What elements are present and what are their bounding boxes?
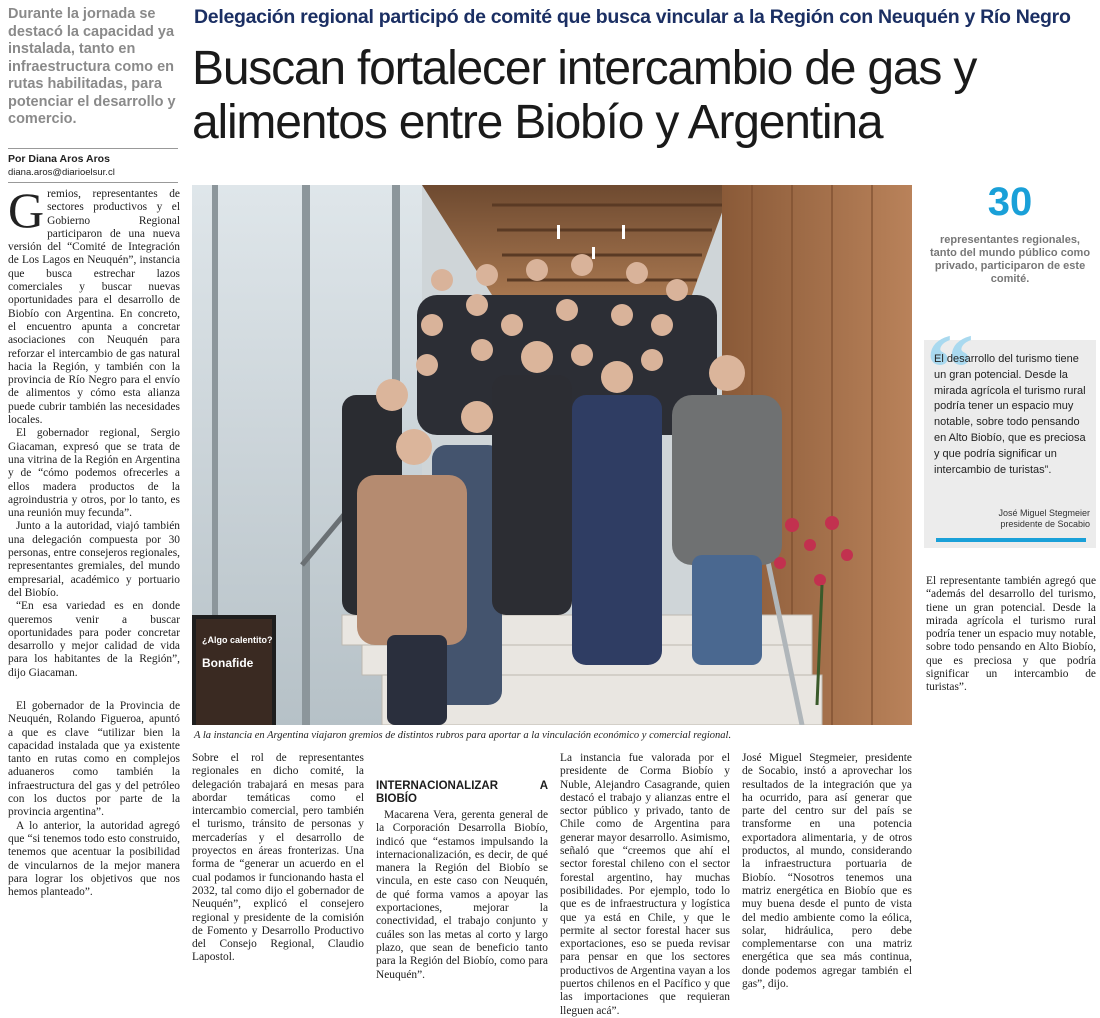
body-column-3 xyxy=(376,752,548,982)
paragraph-7: Sobre el rol de representantes regionales en dicho comité, la delegación trabajará en mesas para abordar temáticas como el intercambio comercial, pero también el turismo, tránsito de personas y mercaderías y el desarrollo de proyectos en áreas fronterizas. Una forma de “generar un acuerdo en el cual podamos ir funcionando hasta el 2032, tal como dijo el gobernador de Neuquén”, explicó el consejero regional y presidente de la comisión de Fomento y Desarrollo Productivo del Consejo Regional, Claudio Lapostol. xyxy=(192,752,364,964)
paragraph-11: El representante también agregó que “además del desarrollo del turismo, tiene un gran potencial. Desde la mirada agrícola el turismo rural podría tener un espacio muy notable, sobre todo pensando en Alto Biobío, que es preciosa y que podría significar un intercambio de turistas”. xyxy=(926,575,1096,694)
stat-description: representantes regionales, tanto del mundo público como privado, participaron de este comité. xyxy=(929,234,1091,285)
quote-mark-icon: “ xyxy=(926,314,974,421)
paragraph-3: Junto a la autoridad, viajó también una delegación compuesta por 30 personas, entre consejeros regionales, representantes gremiales, del mundo empresarial, académico y portuario del Biobío. xyxy=(8,520,180,599)
body-column-6 xyxy=(926,575,1096,695)
kicker-headline: Delegación regional participó de comité que busca vincular a la Región con Neuquén y Río Negro xyxy=(194,6,1071,28)
divider xyxy=(8,148,178,149)
paragraph-4: “En esa variedad es en donde queremos venir a buscar oportunidades para poder concretar desarrollo y mejor calidad de vida para los habitantes de la Región”, dijo Giacaman. xyxy=(8,600,180,679)
stat-number: 30 xyxy=(987,180,1033,224)
body-column-4 xyxy=(560,752,730,1018)
paragraph-9: La instancia fue valorada por el presidente de Corma Biobío y Nuble, Alejandro Casagrande, quien destacó el trabajo y alianzas entre el sector público y privado, tanto de Chile como de Argentina para generar mayor desarrollo. Asimismo, señaló que “creemos que ahí el sector forestal chileno con el sector forestal argentino, hay muchas posibilidades. Por ejemplo, todo lo que es de infraestructura y logística que ya está en Chile, y que le permite al sector forestal hacer sus exportaciones, eso se pueda revisar para pensar en que los sectores productivos de Argentina vayan a los puertos chilenos en el Pacífico y que las importaciones que requieran lleguen acá”. xyxy=(560,752,730,1017)
sign-tagline: ¿Algo calentito? xyxy=(202,635,273,645)
paragraph-5: El gobernador de la Provincia de Neuquén, Rolando Figueroa, apuntó a que es clave “utilizar bien la capacidad instalada que ya existente tanto en rutas como en complejos aduaneros como también la infraestructura del gas y del petróleo con los ductos por parte de la provincia argentina”. xyxy=(8,700,180,819)
photo-caption: A la instancia en Argentina viajaron gremios de distintos rubros para aportar a la vinculación económico y comercial regional. xyxy=(194,730,732,741)
quote-author-name: José Miguel Stegmeier xyxy=(998,508,1090,518)
paragraph-10: José Miguel Stegmeier, presidente de Socabio, instó a aprovechar los resultados de la integración que ya ha ocurrido, para así generar que parte del centro sur del país se transforme en una potencia exportadora alimentaria, y de otros productos, al mundo, considerando la infraestructura portuaria de Biobío. “Nosotros tenemos una matriz energética en Biobío que es muy buena desde el punto de vista del medio ambiente como la eólica, solar, hidráulica, pero debe complementarse con una matriz energética que sea más continua, donde podemos agregar también el gas”, dijo. xyxy=(742,752,912,991)
byline: Por Diana Aros Aros xyxy=(8,153,110,165)
body-column-1 xyxy=(8,182,180,680)
body-column-2 xyxy=(192,752,364,965)
group-photo xyxy=(192,185,912,725)
section-subhead: INTERNACIONALIZAR A BIOBÍO xyxy=(376,780,548,805)
paragraph-6: A lo anterior, la autoridad agregó que “si tenemos todo esto construido, tenemos que acentuar la posibilidad de vincularnos de la mejor manera para lograr los objetivos que nos hemos planteado”. xyxy=(8,819,180,899)
pull-quote-attribution xyxy=(930,508,1090,530)
author-email: diana.aros@diarioelsur.cl xyxy=(8,167,115,178)
drop-cap: G xyxy=(8,182,45,238)
body-column-5 xyxy=(742,752,912,991)
paragraph-2: El gobernador regional, Sergio Giacaman, expresó que se trata de una vitrina de la Región en Argentina y de “cómo podemos ofrecerles a ellos madera productos de la agroindustria y otros, por lo tanto, es una reunión muy fecunda”. xyxy=(8,427,180,520)
paragraph-1: remios, representantes de sectores productivos y el Gobierno Regional participaron de una nueva versión del “Comité de Integración de Los Lagos en Neuquén”, instancia que busca estrechar lazos comerciales y buscar nuevas oportunidades para el desarrollo de Biobío con Argentina. En concreto, el encuentro apunta a concretar asociaciones con Neuquén para reforzar el intercambio de gas natural hacia la Región, y también con la provincia de Río Negro para el envío de alimentos y cómo esta alianza puede cubrir también las necesidades locales. xyxy=(8,188,180,427)
pull-quote-text: El desarrollo del turismo tiene un gran potencial. Desde la mirada agrícola el turismo rural podría tener un espacio muy notable, sobre todo pensando en Alto Biobío, que es preciosa y que podría significar un intercambio de turistas”. xyxy=(934,353,1086,476)
sign-brand: Bonafide xyxy=(202,656,254,670)
accent-bar xyxy=(936,538,1086,542)
quote-author-role: presidente de Socabio xyxy=(1000,519,1090,529)
main-headline: Buscan fortalecer intercambio de gas y alimentos entre Biobío y Argentina xyxy=(192,42,977,149)
paragraph-8: Macarena Vera, gerenta general de la Corporación Desarrolla Biobío, indicó que “estamos impulsando la internacionalización, es decir, de qué manera la Región del Biobío se vincula, en este caso con Neuquén, de qué forma vamos a apoyar las exportaciones, mejorar la conectividad, el trabajo conjunto y cuáles son las metas al corto y largo plazo, que sean de beneficio tanto para la Región del Biobío, como para Neuquén”. xyxy=(376,809,548,981)
article-lede: Durante la jornada se destacó la capacidad ya instalada, tanto en infraestructura como en rutas habilitadas, para potenciar el desarrollo y comercio. xyxy=(8,6,176,127)
body-column-1-bottom xyxy=(8,700,180,899)
group-photo-illustration xyxy=(192,185,912,725)
